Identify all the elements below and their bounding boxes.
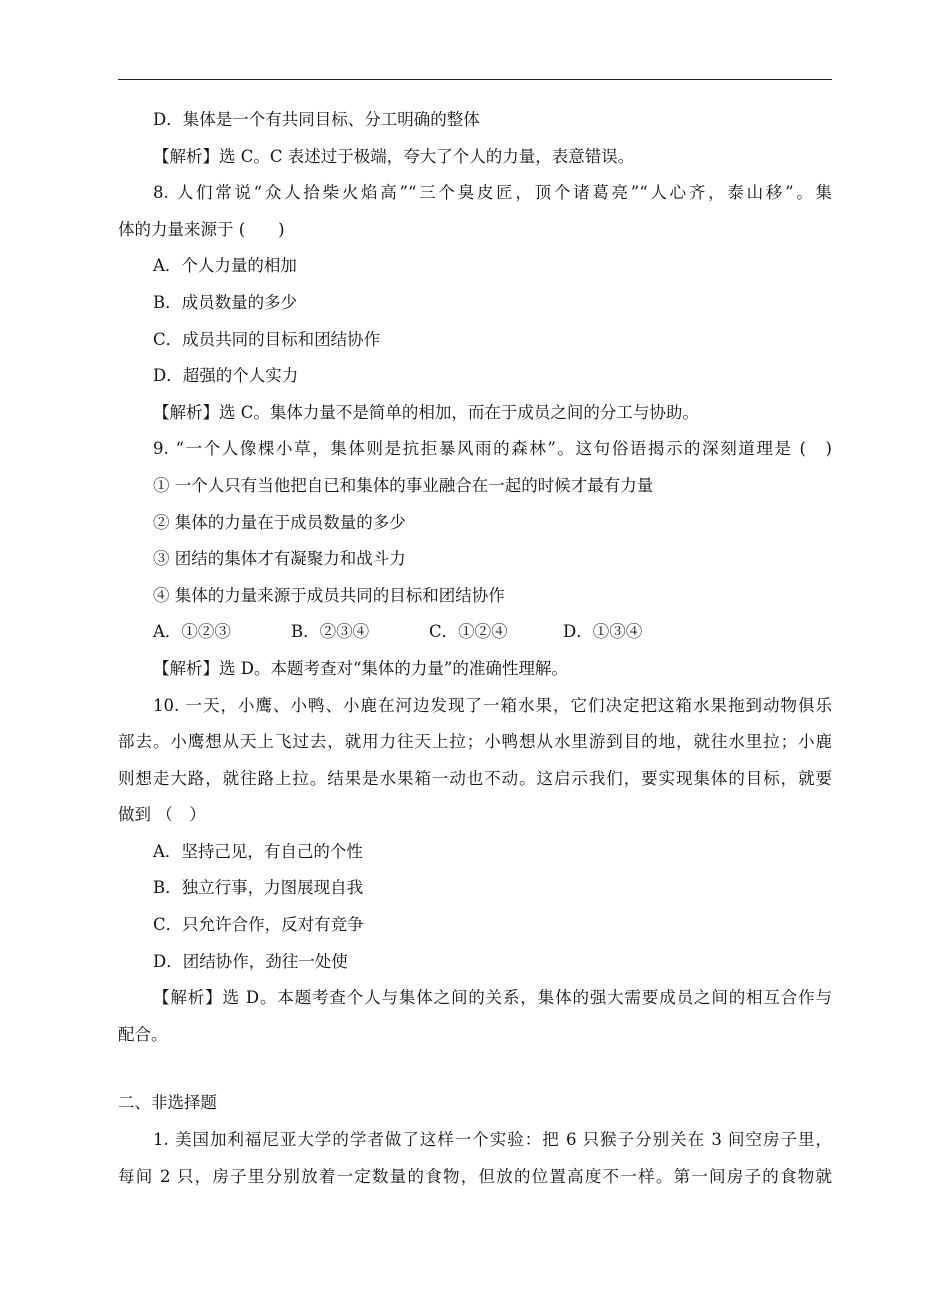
q9-option-a: A．①②③ [153,622,231,642]
q7-analysis: 【解析】选 C。C 表述过于极端，夸大了个人的力量，表意错误。 [153,146,635,166]
header-rule [118,79,832,80]
q10-analysis-2: 配合。 [118,1024,168,1044]
q9-analysis: 【解析】选 D。本题考查对“集体的力量”的准确性理解。 [153,658,568,678]
document-body [118,102,832,1195]
q8-option-c: C．成员共同的目标和团结协作 [153,329,381,349]
q10-option-d: D．团结协作，劲往一处使 [153,951,348,971]
q9-statement-2: ② 集体的力量在于成员数量的多少 [153,512,406,532]
q10-option-c: C．只允许合作，反对有竞争 [153,915,364,935]
q10-stem-1: 10. 一天，小鹰、小鸭、小鹿在河边发现了一箱水果，它们决定把这箱水果拖到动物俱乐 [153,695,832,715]
q9-statement-3: ③ 团结的集体才有凝聚力和战斗力 [153,549,406,569]
q8-option-d: D．超强的个人实力 [153,366,299,386]
nq1-stem-2: 每间 2 只，房子里分别放着一定数量的食物，但放的位置高度不一样。第一间房子的食物就 [118,1166,832,1186]
q10-option-b: B．独立行事，力图展现自我 [153,878,364,898]
q9-stem: 9. “一个人像棵小草，集体则是抗拒暴风雨的森林”。这句俗语揭示的深刻道理是 ( ) [153,439,832,459]
q9-statement-4: ④ 集体的力量来源于成员共同的目标和团结协作 [153,585,505,605]
q8-analysis: 【解析】选 C。集体力量不是简单的相加，而在于成员之间的分工与协助。 [153,402,699,422]
q9-option-b: B．②③④ [291,622,370,642]
q8-option-a: A．个人力量的相加 [153,256,297,276]
q10-stem-3: 则想走大路，就往路上拉。结果是水果箱一动也不动。这启示我们，要实现集体的目标，就要 [118,768,832,788]
q8-option-b: B．成员数量的多少 [153,292,298,312]
q8-stem-2: 体的力量来源于 ( ) [118,219,285,239]
q9-statement-1: ① 一个人只有当他把自已和集体的事业融合在一起的时候才最有力量 [153,475,654,495]
q9-option-c: C．①②④ [429,622,508,642]
q10-stem-2: 部去。小鹰想从天上飞过去，就用力往天上拉；小鸭想从水里游到目的地，就往水里拉；小鹿 [118,732,832,752]
nq1-stem-1: 1. 美国加利福尼亚大学的学者做了这样一个实验：把 6 只猴子分别关在 3 间空房子里， [153,1130,832,1150]
q9-options [118,614,832,651]
q8-stem-1: 8. 人们常说“众人拾柴火焰高”“三个臭皮匠，顶个诸葛亮”“人心齐，泰山移”。集 [153,183,832,203]
section-gap [118,1053,832,1085]
q10-stem-4: 做到 （ ） [118,805,206,825]
q7-option-d: D．集体是一个有共同目标、分工明确的整体 [153,110,480,129]
section-heading: 二、非选择题 [118,1093,217,1113]
q10-option-a: A．坚持己见，有自己的个性 [153,841,363,861]
q9-option-d: D．①③④ [563,622,643,642]
q10-analysis-1: 【解析】选 D。本题考查个人与集体之间的关系，集体的强大需要成员之间的相互合作与 [153,988,832,1008]
